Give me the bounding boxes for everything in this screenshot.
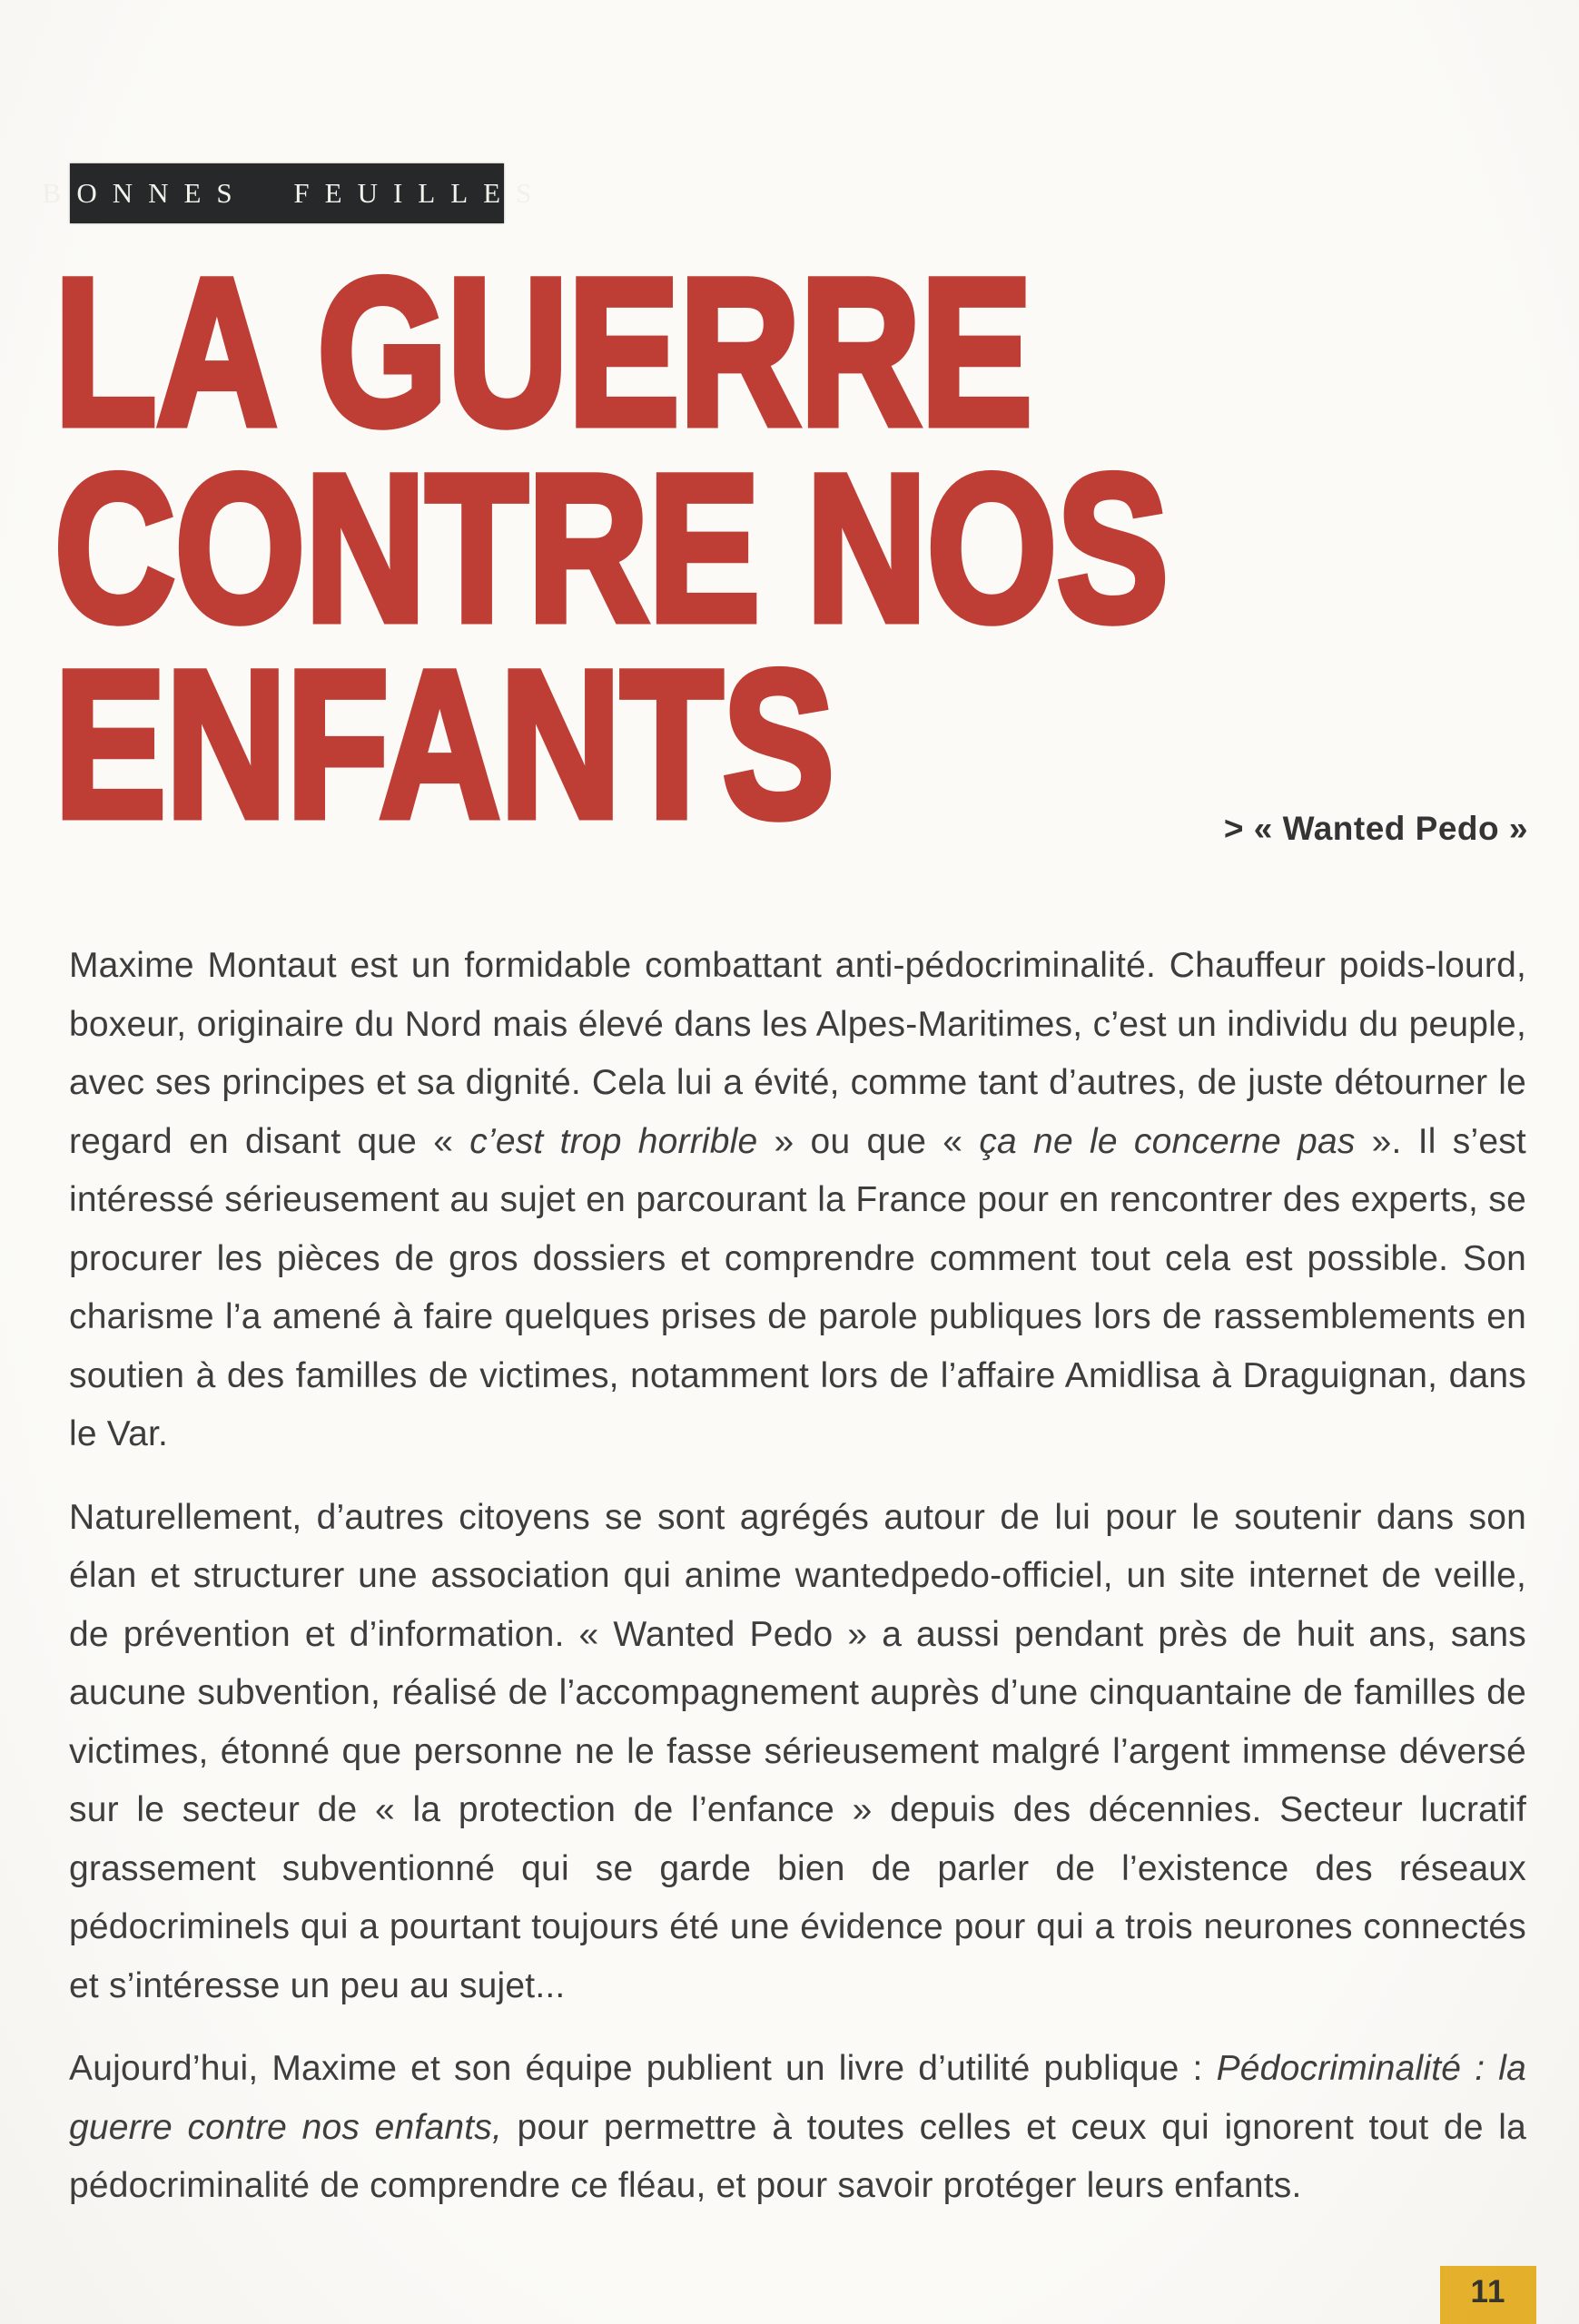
section-banner-label: BONNES FEUILLES bbox=[42, 177, 548, 209]
page-number-badge bbox=[1440, 2266, 1536, 2324]
paragraph-1: Maxime Montaut est un formidable combattant anti-pédocriminalité. Chauffeur poids-lourd, boxeur, originaire du Nord mais élevé dans les Alpes-Maritimes, c’est un individu du peuple, avec ses principes et sa dignité. Cela lui a évité, comme tant d’autres, de juste détourner le regard en disant que « c’est trop horrible » ou que « ça ne le concerne pas ». Il s’est intéressé sérieusement au sujet en parcourant la France pour en rencontrer des experts, se procurer les pièces de gros dossiers et comprendre comment tout cela est possible. Son charisme l’a amené à faire quelques prises de parole publiques lors de rassemblements en soutien à des familles de victimes, notamment lors de l’affaire Amidlisa à Draguignan, dans le Var. bbox=[69, 946, 1526, 1453]
article-title-line-2: CONTRE NOS bbox=[54, 431, 1169, 665]
paragraph-3: Aujourd’hui, Maxime et son équipe publient un livre d’utilité publique : Pédocriminalité : la guerre contre nos enfants, pour permettre à toutes celles et ceux qui ignorent tout de la pédocriminalité de comprendre ce fléau, et pour savoir protéger leurs enfants. bbox=[69, 2049, 1527, 2205]
article-title-line-1: LA GUERRE bbox=[54, 235, 1032, 468]
section-banner bbox=[42, 163, 548, 223]
page-number-label: 11 bbox=[1470, 2274, 1506, 2309]
paragraph-2: Naturellement, d’autres citoyens se sont agrégés autour de lui pour le soutenir dans son élan et structurer une association qui anime wantedpedo-officiel, un site internet de veille, de prévention et d’information. « Wanted Pedo » a aussi pendant près de huit ans, sans aucune subvention, réalisé de l’accompagnement auprès d’une cinquantaine de familles de victimes, étonné que personne ne le fasse sérieusement malgré l’argent immense déversé sur le secteur de « la protection de l’enfance » depuis des décennies. Secteur lucratif grassement subventionné qui se garde bien de parler de l’existence des réseaux pédocriminels qui a pourtant toujours été une évidence pour qui a trois neurones connectés et s’intéresse un peu au sujet... bbox=[69, 1497, 1526, 2005]
article-title bbox=[54, 235, 1446, 861]
article-title-line-3: ENFANTS bbox=[54, 627, 834, 861]
byline: > « Wanted Pedo » bbox=[1223, 810, 1528, 847]
article-body bbox=[69, 937, 1526, 2216]
